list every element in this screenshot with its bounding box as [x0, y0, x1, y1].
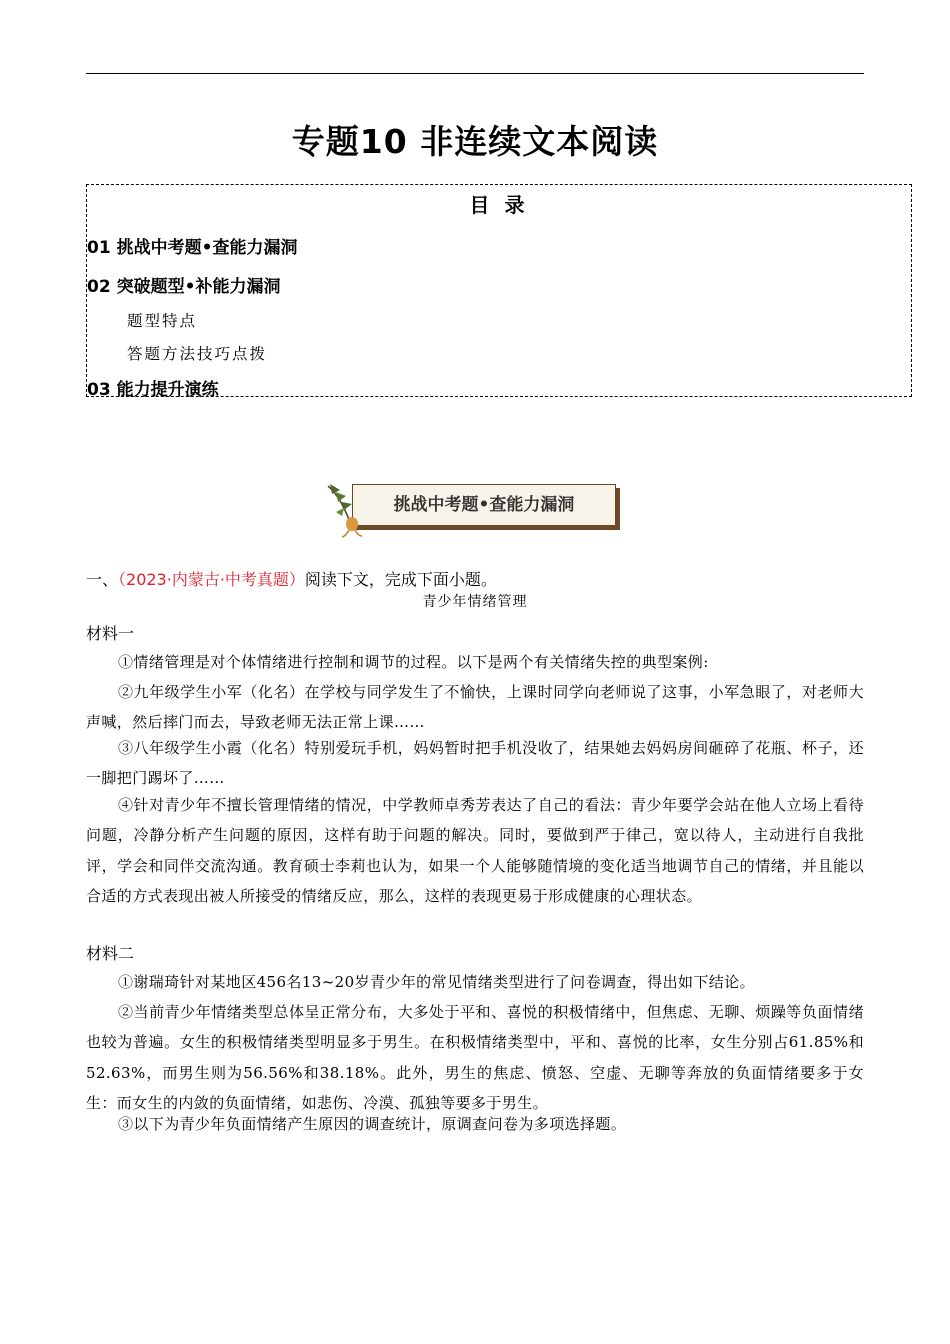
banner-label: 挑战中考题•查能力漏洞 [393, 495, 575, 515]
reading-text-title: 青少年情绪管理 [422, 594, 528, 610]
banner-frame [352, 484, 616, 526]
material1-heading: 材料一 [86, 624, 135, 643]
question-instruction: 阅读下文，完成下面小题。 [304, 570, 497, 589]
toc-item-breakthrough[interactable]: 02 突破题型•补能力漏洞 [87, 277, 281, 297]
table-of-contents [86, 184, 912, 400]
header-rule [86, 73, 864, 74]
material2-paragraph-3: ③以下为青少年负面情绪产生原因的调查统计，原调查问卷为多项选择题。 [118, 1115, 627, 1133]
toc-heading: 目 录 [469, 193, 529, 217]
material1-paragraph-3: ③八年级学生小霞（化名）特别爱玩手机，妈妈暂时把手机没收了，结果她去妈妈房间砸碎了花瓶、杯子，还一脚把门踢坏了…… [86, 739, 864, 788]
plant-icon [322, 478, 372, 538]
material1-paragraph-2: ②九年级学生小军（化名）在学校与同学发生了不愉快，上课时同学向老师说了这事，小军急眼了，对老师大声喊，然后摔门而去，导致老师无法正常上课…… [86, 683, 864, 732]
toc-item-practice[interactable]: 03 能力提升演练 [87, 380, 219, 400]
material2-paragraph-2: ②当前青少年情绪类型总体呈正常分布，大多处于平和、喜悦的积极情绪中，但焦虑、无聊、烦躁等负面情绪也较为普遍。女生的积极情绪类型明显多于男生。在积极情绪类型中，平和、喜悦的比率，女生分别占61.85%和52.63%，而男生则为56.56%和38.18%。此外，男生的焦虑、愤怒、空虚、无聊等奔放的负面情绪要多于女生：而女生的内敛的负面情绪，如悲伤、冷漠、孤独等要多于男生。 [86, 1003, 864, 1113]
material1-paragraph-4: ④针对青少年不擅长管理情绪的情况，中学教师卓秀芳表达了自己的看法：青少年要学会站在他人立场上看待问题，冷静分析产生问题的原因，这样有助于问题的解决。同时，要做到严于律己，宽以待人，主动进行自我批评，学会和同伴交流沟通。教育硕士李莉也认为，如果一个人能够随情境的变化适当地调节自己的情绪，并且能以合适的方式表现出被人所接受的情绪反应，那么，这样的表现更易于形成健康的心理状态。 [86, 796, 864, 906]
page-title: 专题10 非连续文本阅读 [291, 122, 659, 161]
question-source: （2023·内蒙古·中考真题） [118, 570, 305, 589]
toc-item-challenge[interactable]: 01 挑战中考题•查能力漏洞 [87, 238, 298, 258]
question-line [86, 567, 497, 590]
material1-paragraph-1: ①情绪管理是对个体情绪进行控制和调节的过程。以下是两个有关情绪失控的典型案例: [118, 653, 709, 671]
material2-heading: 材料二 [86, 944, 135, 963]
section-banner [322, 478, 628, 538]
toc-subitem-features[interactable]: 题型特点 [127, 312, 198, 330]
material2-paragraph-1: ①谢瑞琦针对某地区456名13~20岁青少年的常见情绪类型进行了问卷调查，得出如下结论。 [118, 973, 755, 991]
toc-subitem-methods[interactable]: 答题方法技巧点拨 [127, 345, 268, 363]
question-number: 一、 [86, 570, 119, 589]
